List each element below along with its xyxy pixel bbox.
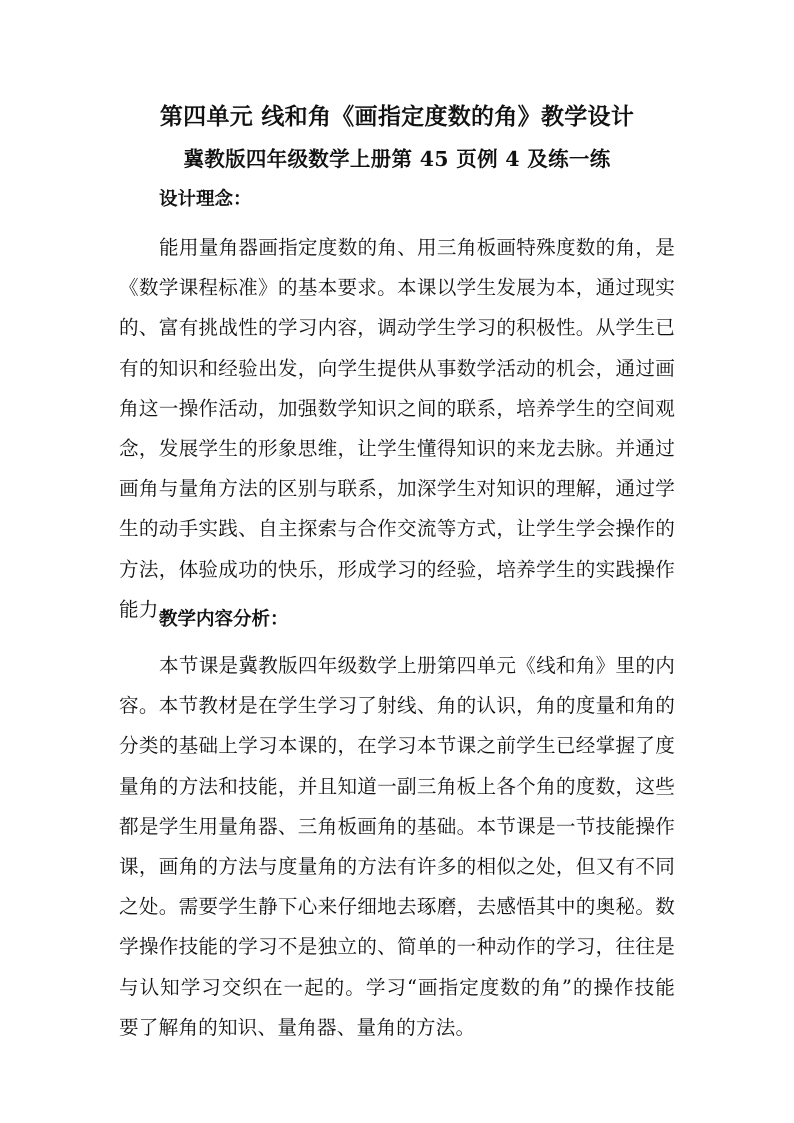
section-heading-content-analysis: 教学内容分析： xyxy=(159,609,289,630)
section-heading-design-concept: 设计理念： xyxy=(159,189,252,210)
document-subtitle: 冀教版四年级数学上册第 45 页例 4 及练一练 xyxy=(183,147,611,171)
section-paragraph-content-analysis: 本节课是冀教版四年级数学上册第四单元《线和角》里的内容。本节教材是在学生学习了射线、角的认识，角的度量和角的分类的基础上学习本课的，在学习本节课之前学生已经掌握了度量角的方法和技能，并且知道一副三角板上各个角的度数，这些都是学生用量角器、三角板画角的基础。本节课是一节技能操作课，画角的方法与度量角的方法有许多的相似之处，但又有不同之处。需要学生静下心来仔细地去琢磨，去感悟其中的奥秘。数学操作技能的学习不是独立的、简单的一种动作的学习，往往是与认知学习交织在一起的。学习“画指定度数的角”的操作技能 要了解角的知识、量角器、量角的方法。 xyxy=(119,654,675,1039)
document-title: 第四单元 线和角《画指定度数的角》教学设计 xyxy=(159,103,635,130)
section-paragraph-design-concept: 能用量角器画指定度数的角、用三角板画特殊度数的角，是《数学课程标准》的基本要求。本课以学生发展为本，通过现实的、富有挑战性的学习内容，调动学生学习的积极性。从学生已有的知识和经验出发，向学生提供从事数学活动的机会，通过画角这一操作活动，加强数学知识之间的联系，培养学生的空间观念，发展学生的形象思维，让学生懂得知识的来龙去脉。并通过画角与量角方法的区别与联系，加深学生对知识的理解，通过学生的动手实践、自主探索与合作交流等方式，让学生学会操作的方法，体验成功的快乐，形成学习的经验，培养学生的实践操作能力。 xyxy=(119,236,675,621)
